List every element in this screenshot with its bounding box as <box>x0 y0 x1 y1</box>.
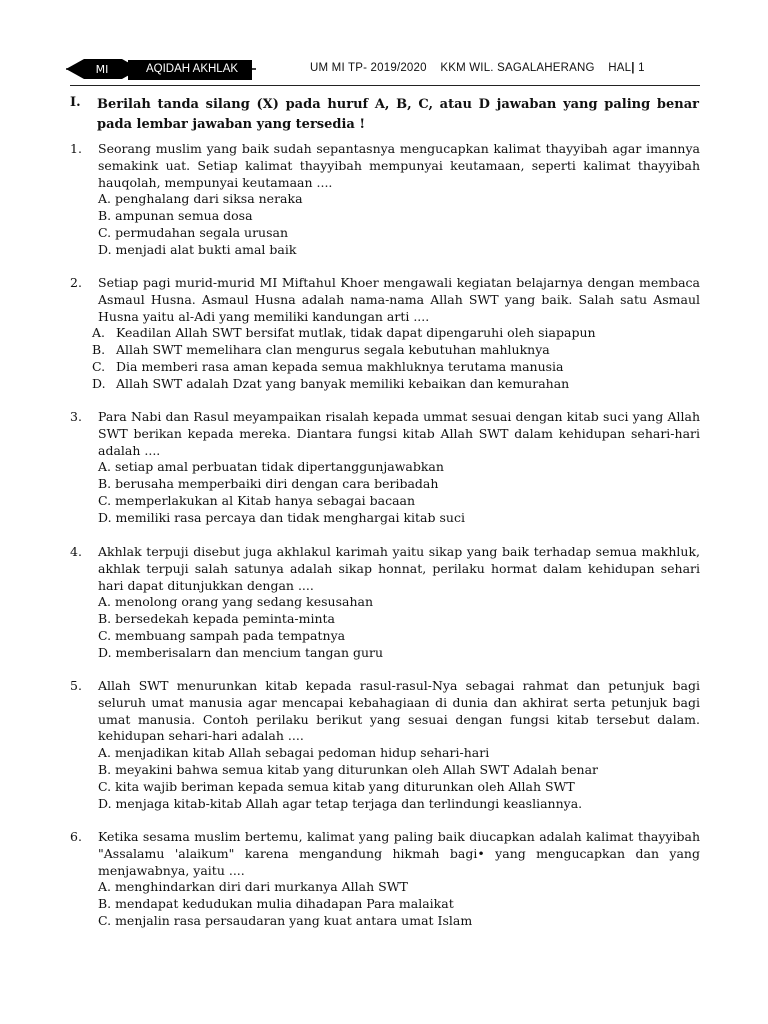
question-4 <box>70 544 700 662</box>
section-instructions: Berilah tanda silang (X) pada huruf A, B, C, atau D jawaban yang paling benar pada lembar jawaban yang tersedia ! <box>97 97 699 132</box>
section-number: I. <box>70 95 81 110</box>
option-d: D. menjadi alat bukti amal baik <box>98 241 297 257</box>
question-text: Setiap pagi murid-murid MI Miftahul Khoer mengawali kegiatan belajarnya dengan membaca Asmaul Husna. Asmaul Husna adalah nama-nama Allah SWT yang baik. Salah satu Asmaul Husna yaitu al-Adi yang memiliki kandungan arti .... <box>98 275 700 324</box>
option-c: C. menjalin rasa persaudaran yang kuat antara umat Islam <box>98 912 473 928</box>
kkm-label: KKM WIL. SAGALAHERANG <box>440 62 595 74</box>
option-text: Dia memberi rasa aman kepada semua makhluknya terutama manusia <box>116 358 564 374</box>
question-number: 4. <box>70 544 82 559</box>
page-separator: | <box>631 62 635 74</box>
question-2 <box>70 275 700 393</box>
option-d: D. memiliki rasa percaya dan tidak menghargai kitab suci <box>98 509 465 525</box>
option-letter: C. <box>92 358 106 374</box>
question-number: 3. <box>70 409 82 424</box>
question-text: Para Nabi dan Rasul meyampaikan risalah kepada ummat sesuai dengan kitab suci yang Allah SWT berikan kepada mereka. Diantara fungsi kitab Allah SWT dalam kehidupan sehari-hari adalah .... <box>98 409 700 458</box>
option-list <box>98 594 700 661</box>
option-text: Allah SWT adalah Dzat yang banyak memiliki kebaikan dan kemurahan <box>116 375 570 391</box>
option-c: C. permudahan segala urusan <box>98 224 289 240</box>
option-list <box>98 745 700 812</box>
option-text: Allah SWT memelihara clan mengurus segala kebutuhan mahluknya <box>116 342 550 358</box>
option-list <box>98 879 700 929</box>
option-letter: D. <box>92 375 106 391</box>
question-3 <box>70 409 700 527</box>
option-c <box>92 359 700 376</box>
option-a: A. menjadikan kitab Allah sebagai pedoman hidup sehari-hari <box>98 745 490 761</box>
option-c: C. membuang sampah pada tempatnya <box>98 627 346 643</box>
exam-title: UM MI TP- 2019/2020 <box>310 62 427 74</box>
question-number: 1. <box>70 141 82 156</box>
option-d: D. menjaga kitab-kitab Allah agar tetap terjaga dan terlindungi keasliannya. <box>98 795 583 811</box>
question-text: Seorang muslim yang baik sudah sepantasnya mengucapkan kalimat thayyibah agar imannya semakink uat. Setiap kalimat thayyibah mempunyai keutamaan, seperti kalimat thayyibah hauqolah, mempunyai keutamaan .... <box>98 141 700 190</box>
question-5 <box>70 678 700 812</box>
option-letter: A. <box>92 325 106 341</box>
option-b: B. bersedekah kepada peminta-minta <box>98 611 335 627</box>
option-b: B. ampunan semua dosa <box>98 208 253 224</box>
question-1 <box>70 141 700 259</box>
school-level-badge: MI <box>95 63 109 76</box>
option-c: C. kita wajib beriman kepada semua kitab yang diturunkan oleh Allah SWT <box>98 778 575 794</box>
question-text: Akhlak terpuji disebut juga akhlakul karimah yaitu sikap yang baik terhadap semua makhluk, akhlak terpuji salah satunya adalah sikap honnat, perilaku hormat dalam kehidupan sehari hari dapat ditunjukkan dengan .... <box>98 544 700 593</box>
option-list <box>98 191 700 258</box>
option-a: A. setiap amal perbuatan tidak dipertanggunjawabkan <box>98 459 444 475</box>
header-info <box>310 62 645 74</box>
option-a: A. penghalang dari siksa neraka <box>98 191 303 207</box>
option-list <box>92 325 700 392</box>
option-d <box>92 376 700 393</box>
question-number: 2. <box>70 275 82 290</box>
option-a <box>92 325 700 342</box>
question-number: 5. <box>70 678 82 693</box>
option-b: B. berusaha memperbaiki diri dengan cara beribadah <box>98 476 439 492</box>
option-c: C. memperlakukan al Kitab hanya sebagai bacaan <box>98 492 416 508</box>
page-number: 1 <box>638 62 645 74</box>
page-label: HAL <box>608 62 632 74</box>
option-text: Keadilan Allah SWT bersifat mutlak, tidak dapat dipengaruhi oleh siapapun <box>116 325 596 341</box>
option-b <box>92 342 700 359</box>
question-6 <box>70 829 700 930</box>
option-b: B. mendapat kedudukan mulia dihadapan Para malaikat <box>98 896 454 912</box>
question-text: Allah SWT menurunkan kitab kepada rasul-rasul-Nya sebagai rahmat dan petunjuk bagi seluruh umat manusia agar mencapai kebahagiaan di dunia dan akhirat serta petunjuk bagi umat manusia. Contoh perilaku berikut yang sesuai dengan fungsi kitab tersebut dalam. kehidupan sehari-hari adalah .... <box>98 678 700 744</box>
option-a: A. menolong orang yang sedang kesusahan <box>98 594 374 610</box>
option-list <box>98 459 700 526</box>
option-a: A. menghindarkan diri dari murkanya Allah SWT <box>98 879 408 895</box>
page-header <box>66 58 702 84</box>
subject-title: AQIDAH AKHLAK <box>146 63 239 75</box>
option-b: B. meyakini bahwa semua kitab yang diturunkan oleh Allah SWT Adalah benar <box>98 761 599 777</box>
question-number: 6. <box>70 829 82 844</box>
option-d: D. memberisalarn dan mencium tangan guru <box>98 644 384 660</box>
header-divider <box>70 85 700 86</box>
option-letter: B. <box>92 342 106 358</box>
question-text: Ketika sesama muslim bertemu, kalimat yang paling baik diucapkan adalah kalimat thayyibah "Assalamu 'alaikum" karena mengandung hikmah bagi• yang mengucapkan dan yang menjawabnya, yaitu .... <box>98 829 700 878</box>
